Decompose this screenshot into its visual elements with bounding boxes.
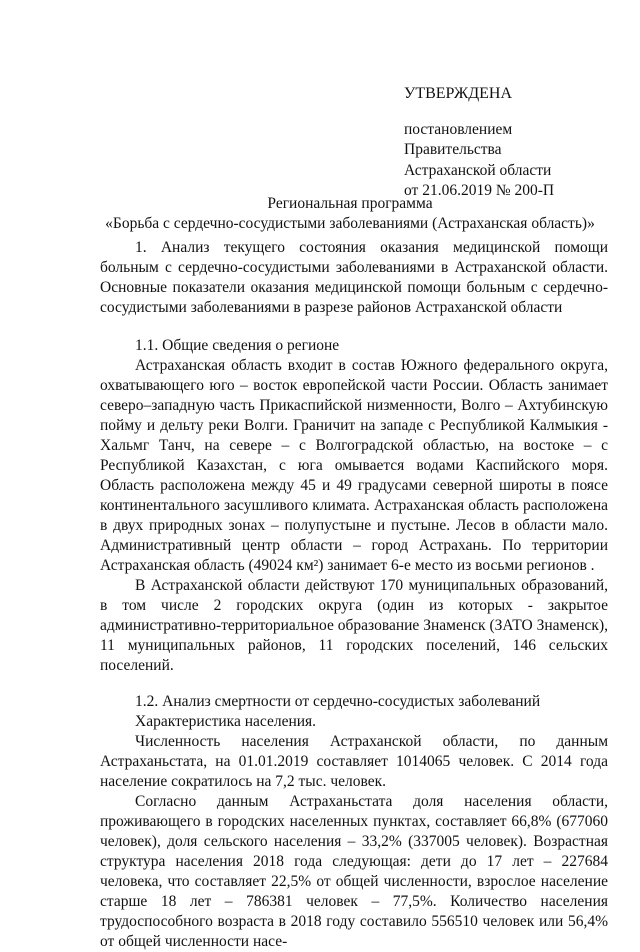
section-1-2-heading: 1.2. Анализ смертности от сердечно-сосудистых заболеваний (135, 693, 541, 710)
approval-line-4: от 21.06.2019 № 200-П (404, 182, 555, 199)
program-title-line-1: Региональная программа (267, 195, 433, 212)
approval-heading: УТВЕРЖДЕНА (404, 85, 513, 102)
program-title-line-2: «Борьба с сердечно-сосудистыми заболеваниями (Астраханская область)» (105, 215, 595, 232)
section-1-heading: 1. Анализ текущего состояния оказания медицинской помощи больным с сердечно-сосудистыми заболеваниями в Астраханской области. Основные показатели оказания медицинской помощи больным с сердечно-сосудистыми заболеваниями в разрезе районов Астраханской области (100, 239, 608, 316)
document-body (100, 238, 608, 952)
approval-line-3: Астраханской области (404, 161, 552, 179)
approval-line-2: Правительства (404, 141, 502, 158)
section-1-2-paragraph-1: Численность населения Астраханской области, по данным Астраханьстата, на 01.01.2019 составляет 1014065 человек. С 2014 года население сократилось на 7,2 тыс. человек. (100, 733, 608, 790)
approval-line-1: постановлением (404, 120, 513, 138)
section-1-1-paragraph-2: В Астраханской области действуют 170 муниципальных образований, в том числе 2 городских округа (один из которых - закрытое административно-территориальное образование Знаменск (ЗАТО Знаменск), 11 муниципальных районов, 11 городских поселений, 146 сельских поселений. (100, 577, 608, 674)
section-1-2-subheading: Характеристика населения. (135, 713, 317, 730)
approval-block (404, 84, 624, 202)
section-1-1-heading: 1.1. Общие сведения о регионе (135, 337, 340, 354)
program-title (80, 194, 620, 234)
section-1-1-paragraph-1: Астраханская область входит в состав Южного федерального округа, охватывающего юго – восток европейской части России. Область занимает северо–западную часть Прикаспийской низменности, Волго – Ахтубинскую пойму и дельту реки Волги. Граничит на западе с Республикой Калмыкия - Хальмг Танч, на севере – с Волгоградской областью, на востоке – с Республикой Казахстан, с юга омывается водами Каспийского моря. Область расположена между 45 и 49 градусами северной широты в поясе континентального засушливого климата. Астраханская область расположена в двух природных зонах – полупустыне и пустыне. Лесов в области мало. Административный центр области – город Астрахань. По территории Астраханская область (49024 км²) занимает 6-е место из восьми регионов . (100, 357, 608, 574)
section-1-2-paragraph-2: Согласно данным Астраханьстата доля населения области, проживающего в городских населенных пунктах, составляет 66,8% (677060 человек), доля сельского населения – 33,2% (337005 человек). Возрастная структура населения 2018 года следующая: дети до 17 лет – 227684 человека, что составляет 22,5% от общей численности, взрослое население старше 18 лет – 786381 человек – 77,5%. Количество населения трудоспособного возраста в 2018 году составило 556510 человек или 56,4% от общей численности насе- (100, 793, 608, 950)
